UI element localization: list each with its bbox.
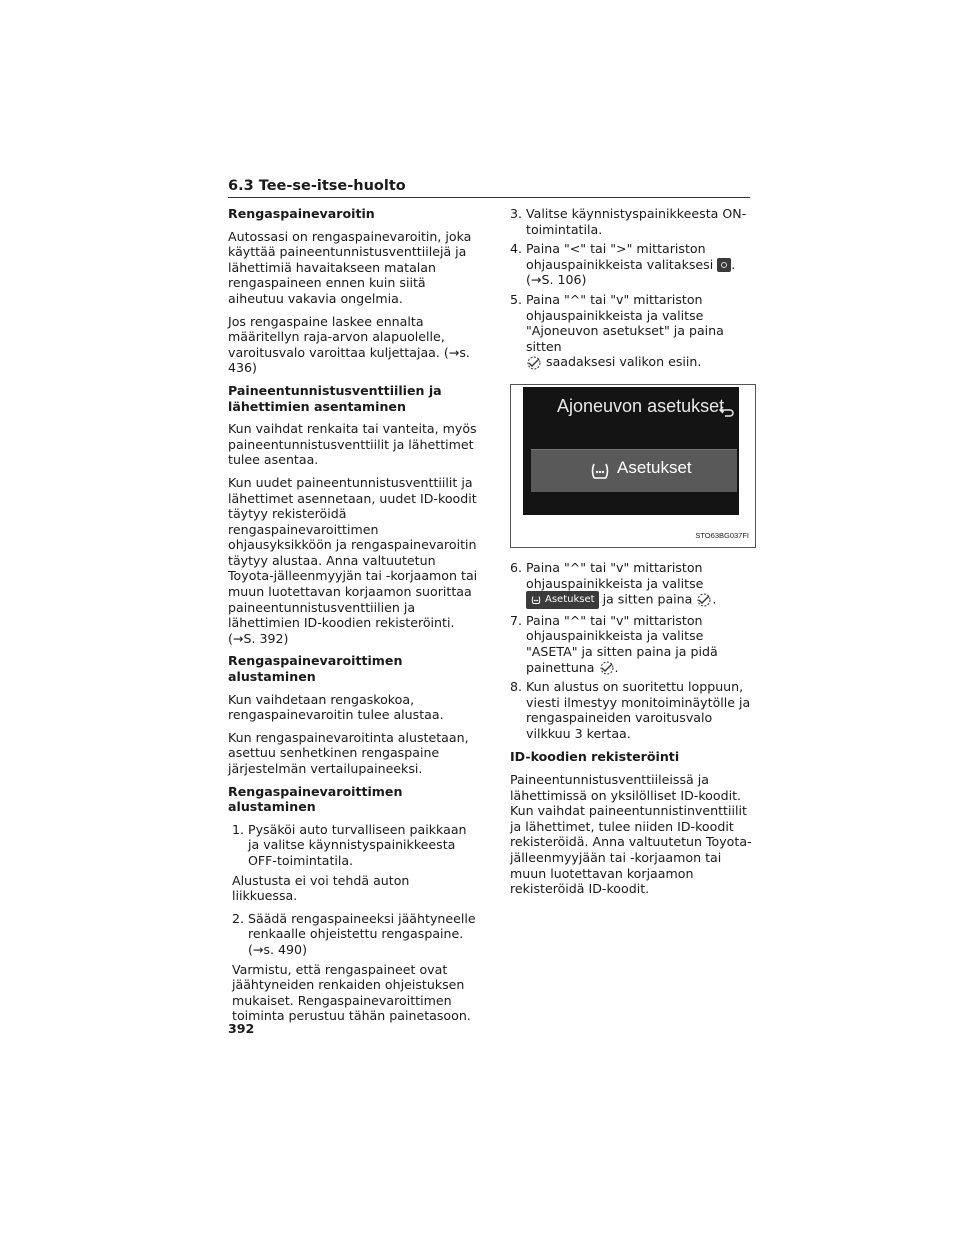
page-number: 392 xyxy=(228,1021,255,1036)
step-text xyxy=(526,292,754,370)
back-arrow-icon xyxy=(719,404,735,418)
asetukset-chip xyxy=(526,591,599,609)
heading-tpws: Rengaspainevaroitin xyxy=(228,206,375,221)
step-number: 6. xyxy=(510,559,523,575)
step-number: 2. xyxy=(232,910,245,926)
step-number: 5. xyxy=(510,291,523,307)
chip-label: Asetukset xyxy=(545,594,595,606)
step-text: Valitse käynnistyspainikkeesta ON-toimintatila. xyxy=(526,206,747,237)
enter-button-icon xyxy=(599,661,615,675)
list-item xyxy=(510,206,754,237)
display-screen xyxy=(523,387,739,515)
list-item xyxy=(232,822,478,869)
section-header: 6.3 Tee-se-itse-huolto xyxy=(228,178,750,198)
step-text: Pysäköi auto turvalliseen paikkaan ja valitse käynnistyspainikkeesta OFF-toimintatila. xyxy=(248,821,467,868)
step-text-part: Paina "<" tai ">" mittariston ohjauspainikkeista valitaksesi xyxy=(526,241,714,272)
heading-init: Rengaspainevaroittimen alustaminen xyxy=(228,653,403,685)
step-text xyxy=(526,560,754,609)
settings-gear-icon xyxy=(717,258,731,272)
step-number: 7. xyxy=(510,612,523,628)
step-number: 4. xyxy=(510,241,523,257)
step-number: 3. xyxy=(510,206,523,221)
enter-button-icon xyxy=(526,356,542,370)
step-text-part: Paina "^" tai "v" mittariston ohjauspainikkeista ja valitse xyxy=(526,559,704,591)
step-text-part: saadaksesi valikon esiin. xyxy=(546,354,702,370)
paragraph: Kun uudet paineentunnistusventtiilit ja lähettimet asennetaan, uudet ID-koodit täytyy rekisteröidä rengaspainevaroittimen ohjausyksikköön ja rengaspainevaroitin täytyy alustaa. Anna valtuutetun Toyota-jälleenmyyjän tai -korjaamon tai muun luotettavan korjaamon suorittaa paineentunnistusventtiilien ja lähettimien ID-koodien rekisteröinti. (→S. 392) xyxy=(228,474,478,646)
step-text-part: . xyxy=(731,256,736,272)
paragraph: Autossasi on rengaspainevaroitin, joka käyttää paineentunnistusventtiilejä ja lähettimiä havaitakseen matalan rengaspaineen ennen kuin siitä aiheutuu vakavia ongelmia. xyxy=(228,228,472,306)
paragraph: Kun vaihdetaan rengaskokoa, rengaspainevaroitin tulee alustaa. xyxy=(228,691,444,723)
step-text-part: . xyxy=(614,659,619,675)
menu-item-label: Asetukset xyxy=(617,457,692,477)
step-text xyxy=(526,241,754,288)
menu-item-asetukset xyxy=(531,449,737,492)
tire-pressure-icon xyxy=(589,461,611,481)
page-reference: (→S. 106) xyxy=(526,272,587,288)
paragraph: Kun vaihdat renkaita tai vanteita, myös paineentunnistusventtiilit ja lähettimet tulee asentaa. xyxy=(228,421,477,468)
list-item xyxy=(510,613,754,675)
step-text-part: Paina "^" tai "v" mittariston ohjauspainikkeista ja valitse "Ajoneuvon asetukset" ja paina sitten xyxy=(526,291,724,354)
step-text: Säädä rengaspaineeksi jäähtyneelle renkaalle ohjeistettu rengaspaine. (→s. 490) xyxy=(248,910,476,957)
left-column xyxy=(228,206,478,1031)
step-text xyxy=(526,613,754,675)
figure-code: STO63BG037FI xyxy=(695,531,749,541)
step-text-part: . xyxy=(712,591,717,607)
screen-title: Ajoneuvon asetukset xyxy=(557,395,725,416)
step-text: Kun alustus on suoritettu loppuun, viesti ilmestyy monitoiminäytölle ja rengaspaineiden varoitusvalo vilkkuu 3 kertaa. xyxy=(526,679,751,741)
list-item xyxy=(510,560,754,609)
step-note: Varmistu, että rengaspaineet ovat jäähtyneiden renkaiden ohjeistuksen mukaiset. Rengaspainevaroittimen toiminta perustuu tähän painetasoon. xyxy=(232,961,471,1024)
steps-list xyxy=(232,822,478,1024)
paragraph: Jos rengaspaine laskee ennalta määritellyn raja-arvon alapuolelle, varoitusvalo varoittaa kuljettajaa. (→s. 436) xyxy=(228,313,470,376)
list-item xyxy=(510,679,754,741)
list-item xyxy=(510,292,754,370)
heading-id-codes: ID-koodien rekisteröinti xyxy=(510,749,680,765)
heading-init-steps: Rengaspainevaroittimen alustaminen xyxy=(228,783,403,815)
step-text-part: ja sitten paina xyxy=(602,591,693,607)
right-column xyxy=(510,206,754,904)
enter-button-icon xyxy=(696,593,712,607)
step-note: Alustusta ei voi tehdä auton liikkuessa. xyxy=(232,872,410,904)
step-number: 8. xyxy=(510,679,523,695)
step-text-part: Paina "^" tai "v" mittariston ohjauspainikkeista ja valitse "ASETA" ja sitten paina ja pidä painettuna xyxy=(526,612,718,675)
paragraph: Kun rengaspainevaroitinta alustetaan, asettuu senhetkinen rengaspaine järjestelmän vertailupaineeksi. xyxy=(228,729,469,776)
heading-install: Paineentunnistusventtiilien ja lähettimien asentaminen xyxy=(228,382,442,414)
display-figure xyxy=(510,384,756,548)
tire-pressure-icon xyxy=(530,595,542,605)
list-item xyxy=(232,911,478,958)
paragraph: Paineentunnistusventtiileissä ja lähettimissä on yksilölliset ID-koodit. Kun vaihdat paineentunnistinventtiilit ja lähettimet, tulee niiden ID-koodit rekisteröidä. Anna valtuutetun Toyota-jälleenmyyjään tai -korjaamon tai muun luotettavan korjaamon rekisteröidä ID-koodit. xyxy=(510,772,752,897)
list-item xyxy=(510,241,754,288)
step-number: 1. xyxy=(232,821,245,837)
